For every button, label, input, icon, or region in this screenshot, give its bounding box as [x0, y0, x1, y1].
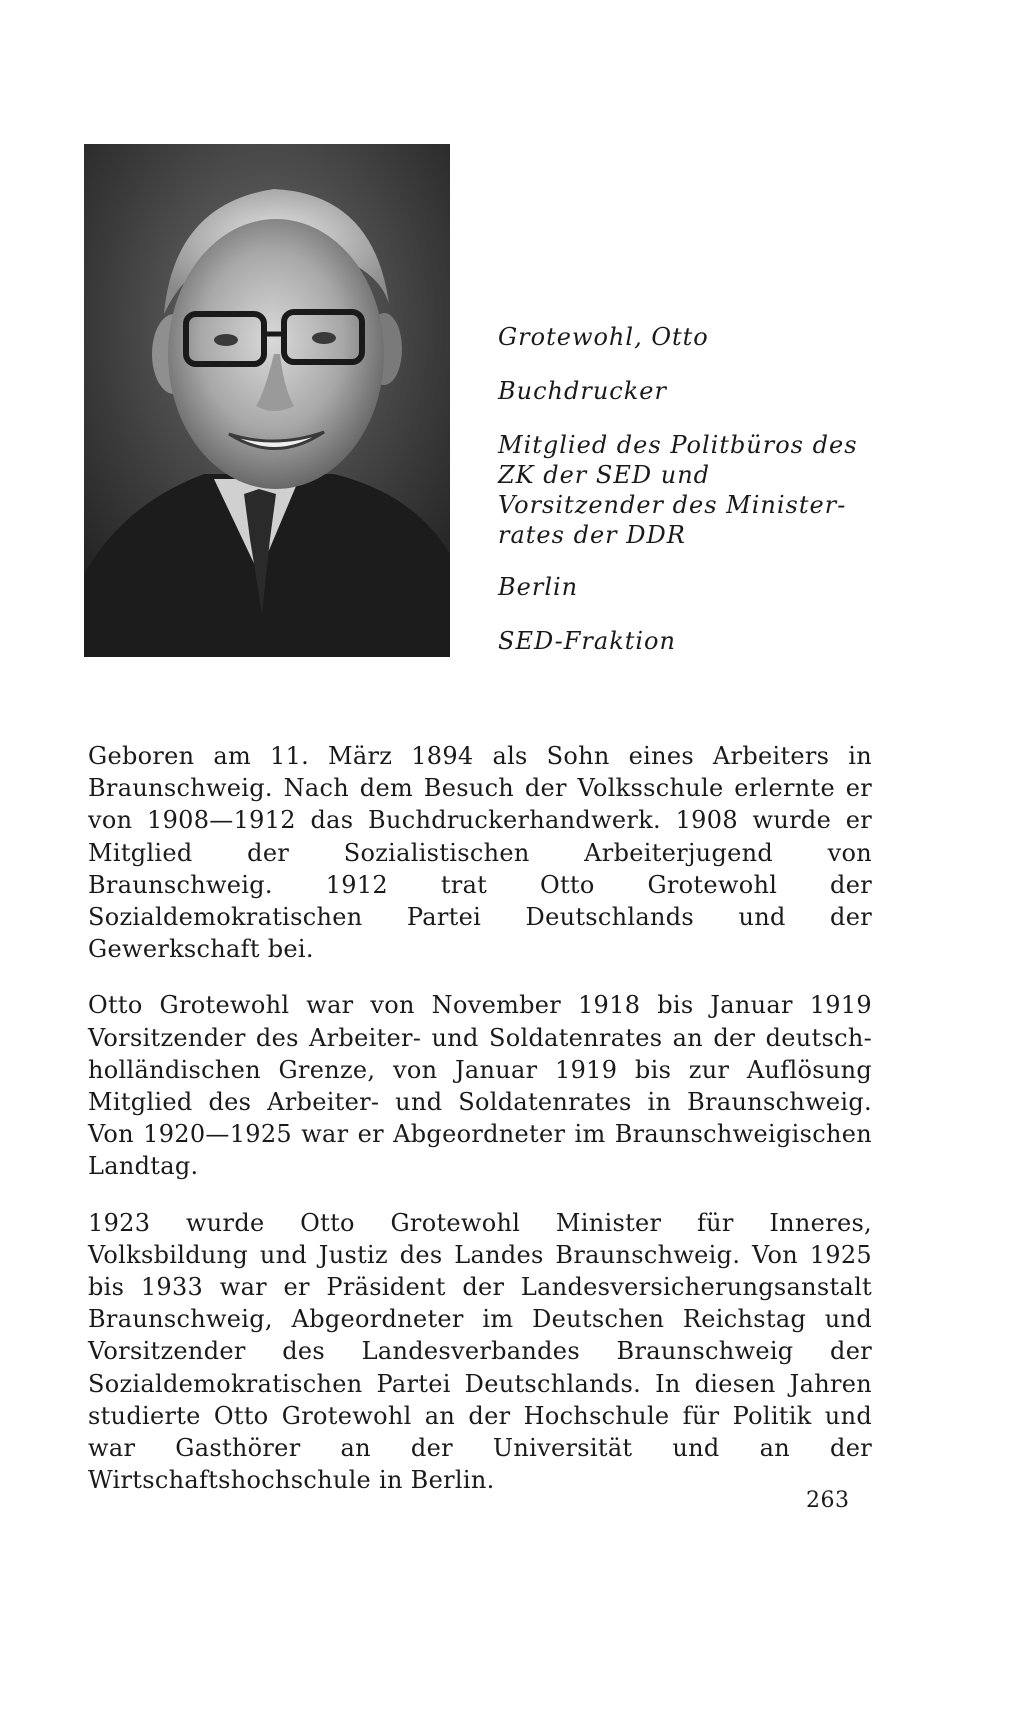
profile-position-line: ZK der SED und: [498, 461, 711, 489]
portrait-illustration: [84, 144, 450, 657]
page-number: 263: [806, 1488, 850, 1513]
profile-info: [498, 322, 878, 676]
profile-profession: Buchdrucker: [498, 377, 667, 405]
profile-position-line: Mitglied des Politbüros des: [498, 431, 858, 459]
profile-faction: SED-Fraktion: [498, 627, 676, 655]
biography-text: [88, 740, 872, 1520]
profile-name: Grotewohl, Otto: [498, 323, 709, 351]
profile-position-line: rates der DDR: [498, 521, 686, 549]
profile-position-line: Vorsitzender des Minister-: [498, 491, 847, 519]
biography-paragraph: 1923 wurde Otto Grotewohl Minister für Inneres, Volksbildung und Justiz des Landes Braunschweig. Von 1925 bis 1933 war er Präsident der Landesversicherungsanstalt Braunschweig, Abgeordneter im Deutschen Reichstag und Vorsitzender des Landesverbandes Braunschweig der Sozialdemokratischen Partei Deutschlands. In diesen Jahren studierte Otto Grotewohl an der Hochschule für Politik und war Gasthörer an der Universität und an der Wirtschaftshochschule in Berlin.: [88, 1208, 872, 1495]
portrait-photo: [84, 144, 450, 657]
profile-location: Berlin: [498, 573, 579, 601]
biography-paragraph: Geboren am 11. März 1894 als Sohn eines Arbeiters in Braunschweig. Nach dem Besuch der Volksschule erlernte er von 1908—1912 das Buchdruckerhandwerk. 1908 wurde er Mitglied der Sozialistischen Arbeiterjugend von Braunschweig. 1912 trat Otto Grotewohl der Sozialdemokratischen Partei Deutschlands und der Gewerkschaft bei.: [88, 742, 872, 964]
biography-paragraph: Otto Grotewohl war von November 1918 bis Januar 1919 Vorsitzender des Arbeiter- und Soldatenrates an der deutsch-holländischen Grenze, von Januar 1919 bis zur Auflösung Mitglied des Arbeiter- und Soldatenrates in Braunschweig. Von 1920—1925 war er Abgeordneter im Braunschweigischen Landtag.: [88, 991, 872, 1181]
profile-position: [498, 430, 878, 550]
